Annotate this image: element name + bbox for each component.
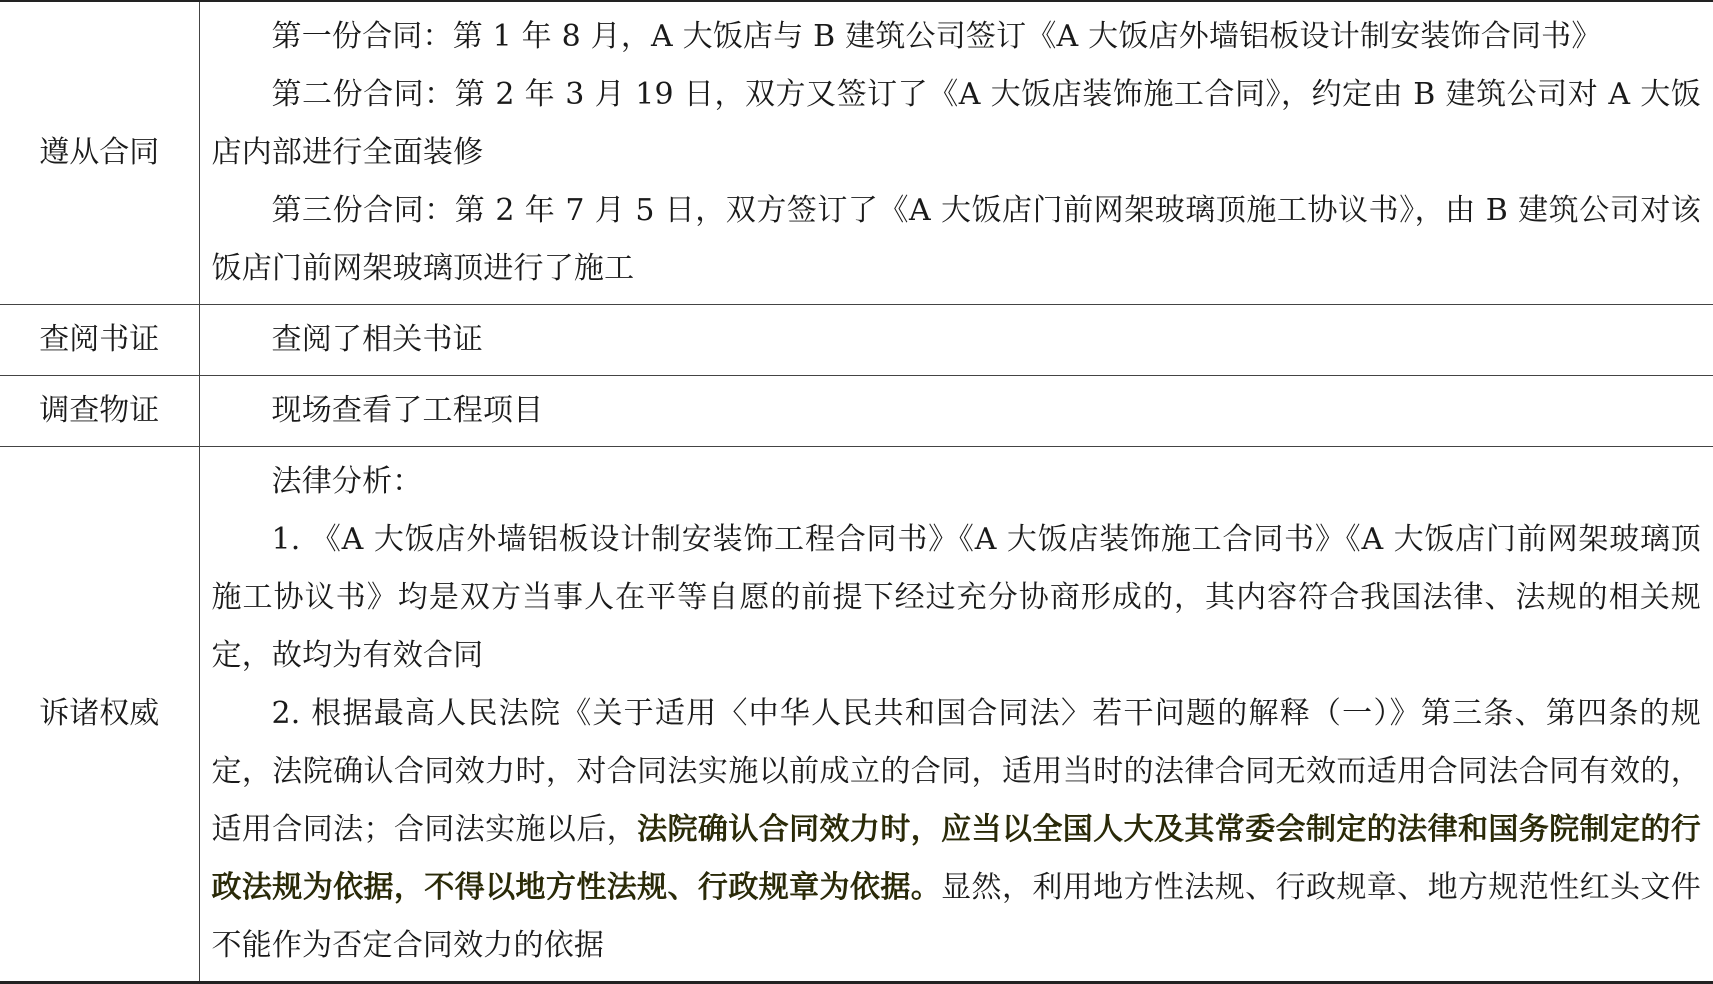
row-content [199,376,1713,447]
paragraph: 第三份合同：第 2 年 7 月 5 日，双方签订了《A 大饭店门前网架玻璃顶施工协议书》，由 B 建筑公司对该饭店门前网架玻璃顶进行了施工 [211,193,1701,286]
paragraph: 第一份合同：第 1 年 8 月，A 大饭店与 B 建筑公司签订《A 大饭店外墙铝板设计制安装饰合同书》 [271,19,1602,54]
table-row-authority [0,447,1713,983]
paragraph: 现场查看了工程项目 [271,393,544,428]
row-label: 调查物证 [0,376,199,447]
row-label: 查阅书证 [0,305,199,376]
emphasized-text: 法院确认合同效力时，应当以全国人大及其常委会制定的法律和国务院制定的行政法规为依据，不得以地方性法规、行政规章为依据。 [211,812,1701,905]
paragraph-text: 显然，利用地方性法规、行政规章、地方规范性红头文件不能作为否定合同效力的依据 [211,870,1701,963]
paragraph-text: 2. 根据最高人民法院《关于适用〈中华人民共和国合同法〉若干问题的解释（一）》第三条、第四条的规定，法院确认合同效力时，对合同法实施以前成立的合同，适用当时的法律合同无效而适用合同法合同有效的，适用合同法；合同法实施以后， [211,696,1701,847]
paragraph: 查阅了相关书证 [271,322,483,357]
table-row-contract [0,1,1713,305]
paragraph: 第二份合同：第 2 年 3 月 19 日，双方又签订了《A 大饭店装饰施工合同》，约定由 B 建筑公司对 A 大饭店内部进行全面装修 [211,77,1701,170]
row-label: 诉诸权威 [0,447,199,983]
row-content [199,447,1713,983]
table-row-documentary-evidence [0,305,1713,376]
row-label: 遵从合同 [0,1,199,305]
paragraph: 法律分析： [271,464,423,499]
paragraph-with-emphasis [212,685,1702,975]
row-content [199,1,1713,305]
paragraph: 1. 《A 大饭店外墙铝板设计制安装饰工程合同书》《A 大饭店装饰施工合同书》《A 大饭店门前网架玻璃顶施工协议书》均是双方当事人在平等自愿的前提下经过充分协商形成的，其内容符合我国法律、法规的相关规定，故均为有效合同 [211,522,1701,673]
table-row-physical-evidence [0,376,1713,447]
row-content [199,305,1713,376]
